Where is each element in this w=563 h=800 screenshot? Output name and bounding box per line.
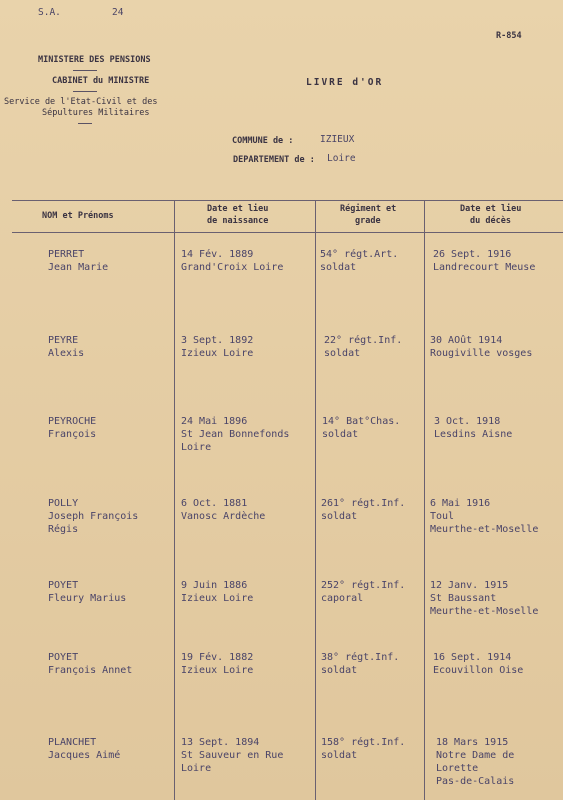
reference-number: R-854 [496,31,522,41]
sa-number: 24 [112,7,124,18]
cell-name: PEYROCHE François [48,416,97,440]
divider [78,123,92,124]
cell-regiment: 38° régt.Inf. soldat [321,652,400,676]
ministry-name: MINISTERE DES PENSIONS [38,55,151,65]
commune-label: COMMUNE de : [232,136,294,146]
cell-name: PEYRE Alexis [48,335,85,359]
column-header-regiment-1: Régiment et [340,204,397,214]
cell-name: PLANCHET Jacques Aimé [48,737,121,761]
cell-death: 30 AOût 1914 Rougiville vosges [430,335,533,359]
column-divider [315,200,316,800]
cell-name: POYET François Annet [48,652,133,676]
cell-death: 12 Janv. 1915 St Baussant Meurthe-et-Moselle [430,580,539,617]
cell-regiment: 22° régt.Inf. soldat [324,335,403,359]
cell-birth: 24 Mai 1896 St Jean Bonnefonds Loire [181,416,290,453]
cell-name: POYET Fleury Marius [48,580,127,604]
cell-death: 6 Mai 1916 Toul Meurthe-et-Moselle [430,498,539,535]
cell-birth: 9 Juin 1886 Izieux Loire [181,580,254,604]
cell-death: 26 Sept. 1916 Landrecourt Meuse [433,249,536,273]
commune-value: IZIEUX [320,134,355,145]
column-header-birth-1: Date et lieu [207,204,269,214]
cell-name: POLLY Joseph François Régis [48,498,139,535]
book-title: LIVRE d'OR [306,77,384,88]
cell-birth: 3 Sept. 1892 Izieux Loire [181,335,254,359]
cell-regiment: 54° régt.Art. soldat [320,249,399,273]
service-line-2: Sépultures Militaires [42,108,150,118]
column-divider [424,200,425,800]
divider [73,70,97,71]
table-top-border [12,200,563,201]
column-header-name: NOM et Prénoms [42,211,114,221]
cell-regiment: 261° régt.Inf. soldat [321,498,406,522]
cabinet-name: CABINET du MINISTRE [52,76,150,86]
cell-death: 3 Oct. 1918 Lesdins Aisne [434,416,513,440]
cell-regiment: 158° régt.Inf. soldat [321,737,406,761]
sa-code: S.A. [38,7,61,18]
cell-regiment: 14° Bat°Chas. soldat [322,416,401,440]
cell-birth: 13 Sept. 1894 St Sauveur en Rue Loire [181,737,284,774]
departement-label: DEPARTEMENT de : [233,155,315,165]
service-line-1: Service de l'Etat-Civil et des [4,97,158,107]
cell-death: 18 Mars 1915 Notre Dame de Lorette Pas-de-Calais [436,737,515,787]
departement-value: Loire [327,153,356,164]
cell-name: PERRET Jean Marie [48,249,109,273]
cell-death: 16 Sept. 1914 Ecouvillon Oise [433,652,524,676]
column-header-death-1: Date et lieu [460,204,522,214]
cell-birth: 14 Fév. 1889 Grand'Croix Loire [181,249,284,273]
column-header-birth-2: de naissance [207,216,269,226]
column-divider [174,200,175,800]
table-header-border [12,232,563,233]
divider [73,91,97,92]
cell-regiment: 252° régt.Inf. caporal [321,580,406,604]
column-header-death-2: du décès [470,216,511,226]
cell-birth: 6 Oct. 1881 Vanosc Ardèche [181,498,266,522]
column-header-regiment-2: grade [355,216,381,226]
cell-birth: 19 Fév. 1882 Izieux Loire [181,652,254,676]
